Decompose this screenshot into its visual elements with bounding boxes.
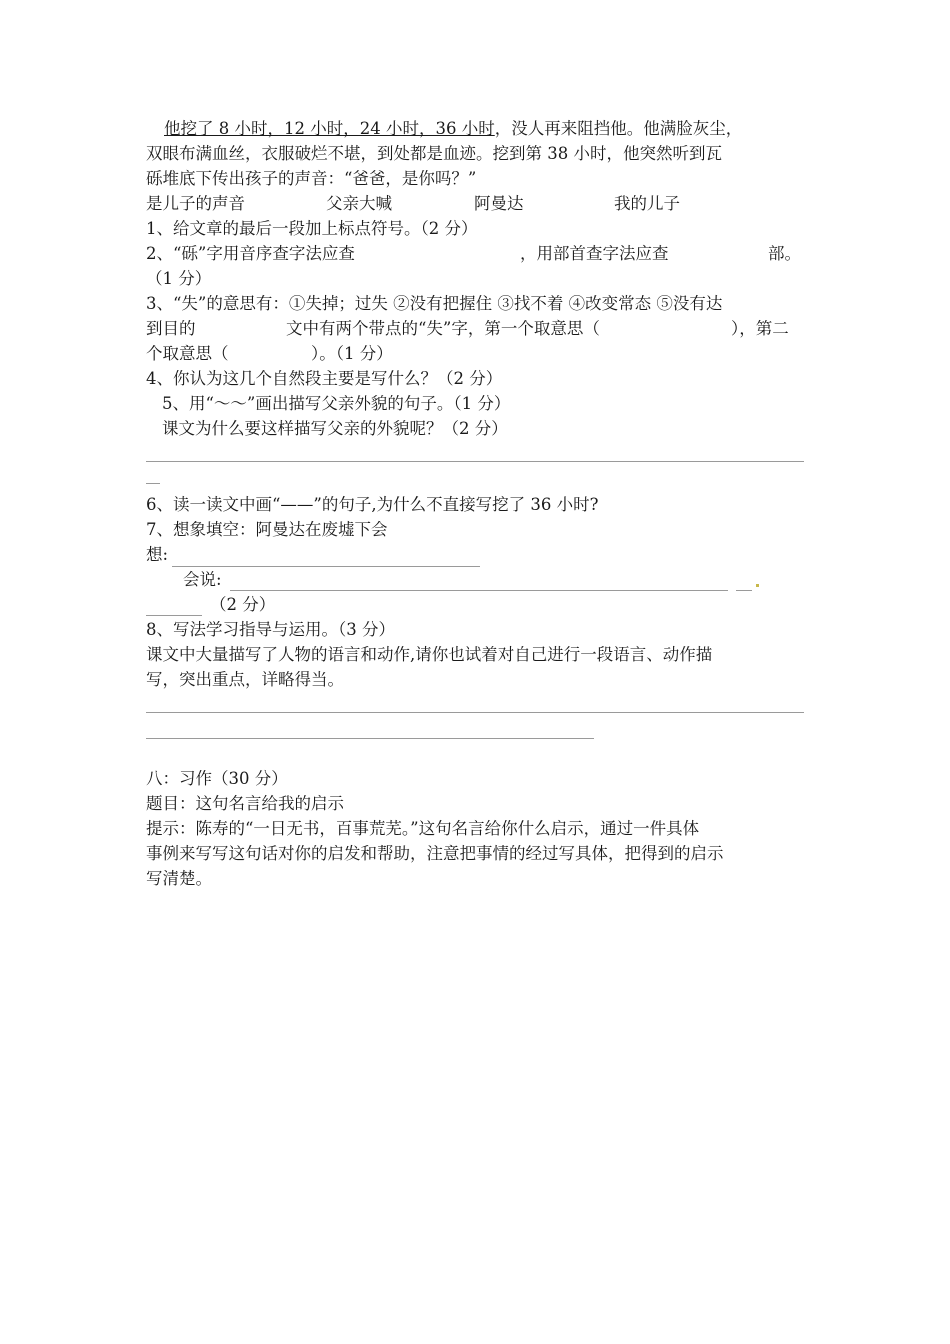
question-2-part-c: 部。	[768, 244, 801, 263]
think-answer-line[interactable]	[172, 566, 480, 567]
question-2	[146, 243, 801, 265]
question-7-think-label: 想:	[146, 545, 169, 564]
question-7-say-label: 会说:	[183, 570, 222, 589]
say-answer-line-tail[interactable]	[736, 590, 752, 591]
question-4: 4、你认为这几个自然段主要是写什么？（2 分）	[146, 369, 503, 388]
composition-hint-line-3: 写清楚。	[146, 869, 212, 888]
question-1: 1、给文章的最后一段加上标点符号。（2 分）	[146, 219, 478, 238]
passage-word-options	[146, 193, 680, 215]
question-3-part-d: 个取意思（	[146, 344, 229, 363]
answer-line-tail[interactable]	[146, 483, 160, 484]
question-3-part-b: 文中有两个带点的“失”字，第一个取意思（	[286, 319, 600, 338]
composition-hint-line-2: 事例来写写这句话对你的启发和帮助，注意把事情的经过写具体，把得到的启示	[146, 844, 724, 863]
question-6: 6、读一读文中画“——”的句子,为什么不直接写挖了 36 小时?	[146, 495, 599, 514]
passage-line-1-rest: ，没人再来阻挡他。他满脸灰尘，	[494, 119, 743, 138]
question-3-part-c: ），第二	[731, 319, 789, 338]
underlined-sentence: 他挖了 8 小时，12 小时，24 小时，36 小时	[164, 119, 495, 138]
question-7-score: （2 分）	[210, 595, 276, 614]
question-5: 5、用“～～”画出描写父亲外貌的句子。（1 分）	[162, 394, 511, 413]
question-8-line-1: 课文中大量描写了人物的语言和动作,请你也试着对自己进行一段语言、动作描	[146, 645, 713, 664]
question-2-part-b: ，用部首查字法应查	[520, 244, 669, 263]
say-answer-line[interactable]	[230, 590, 728, 591]
say-answer-line-continuation[interactable]	[146, 615, 202, 616]
composition-hint-line-1: 提示：陈寿的“一日无书，百事荒芜。”这句名言给你什么启示，通过一件具体	[146, 819, 700, 838]
question-5-sub: 课文为什么要这样描写父亲的外貌呢？（2 分）	[162, 419, 508, 438]
passage-line-2: 双眼布满血丝，衣服破烂不堪，到处都是血迹。挖到第 38 小时，他突然听到瓦	[146, 144, 722, 163]
question-7: 7、想象填空：阿曼达在废墟下会	[146, 520, 388, 539]
question-8-line-2: 写，突出重点，详略得当。	[146, 670, 344, 689]
question-3-part-a: 到目的	[146, 319, 196, 338]
question-3-line-1: 3、“失”的意思有：①失掉；过失 ②没有把握住 ③找不着 ④改变常态 ⑤没有达	[146, 294, 723, 313]
word-option: 我的儿子	[614, 194, 680, 213]
question-2-part-a: 2、“砾”字用音序查字法应查	[146, 244, 355, 263]
writing-line-short[interactable]	[146, 738, 594, 739]
writing-line[interactable]	[146, 712, 804, 713]
question-8: 8、写法学习指导与运用。（3 分）	[146, 620, 395, 639]
answer-line[interactable]	[146, 461, 804, 462]
composition-title: 题目：这句名言给我的启示	[146, 794, 344, 813]
question-3-line-3	[146, 343, 393, 365]
question-3-part-e: ）。（1 分）	[311, 344, 393, 363]
word-option: 阿曼达	[474, 194, 524, 213]
yellow-mark	[756, 584, 759, 587]
question-3-line-2	[146, 318, 789, 340]
word-option: 是儿子的声音	[146, 194, 245, 213]
passage-line-3: 砾堆底下传出孩子的声音：“爸爸，是你吗？”	[146, 169, 477, 188]
question-2-score: （1 分）	[146, 269, 212, 288]
composition-heading: 八：习作（30 分）	[146, 769, 288, 788]
word-option: 父亲大喊	[326, 194, 392, 213]
passage-line-1	[164, 118, 742, 140]
